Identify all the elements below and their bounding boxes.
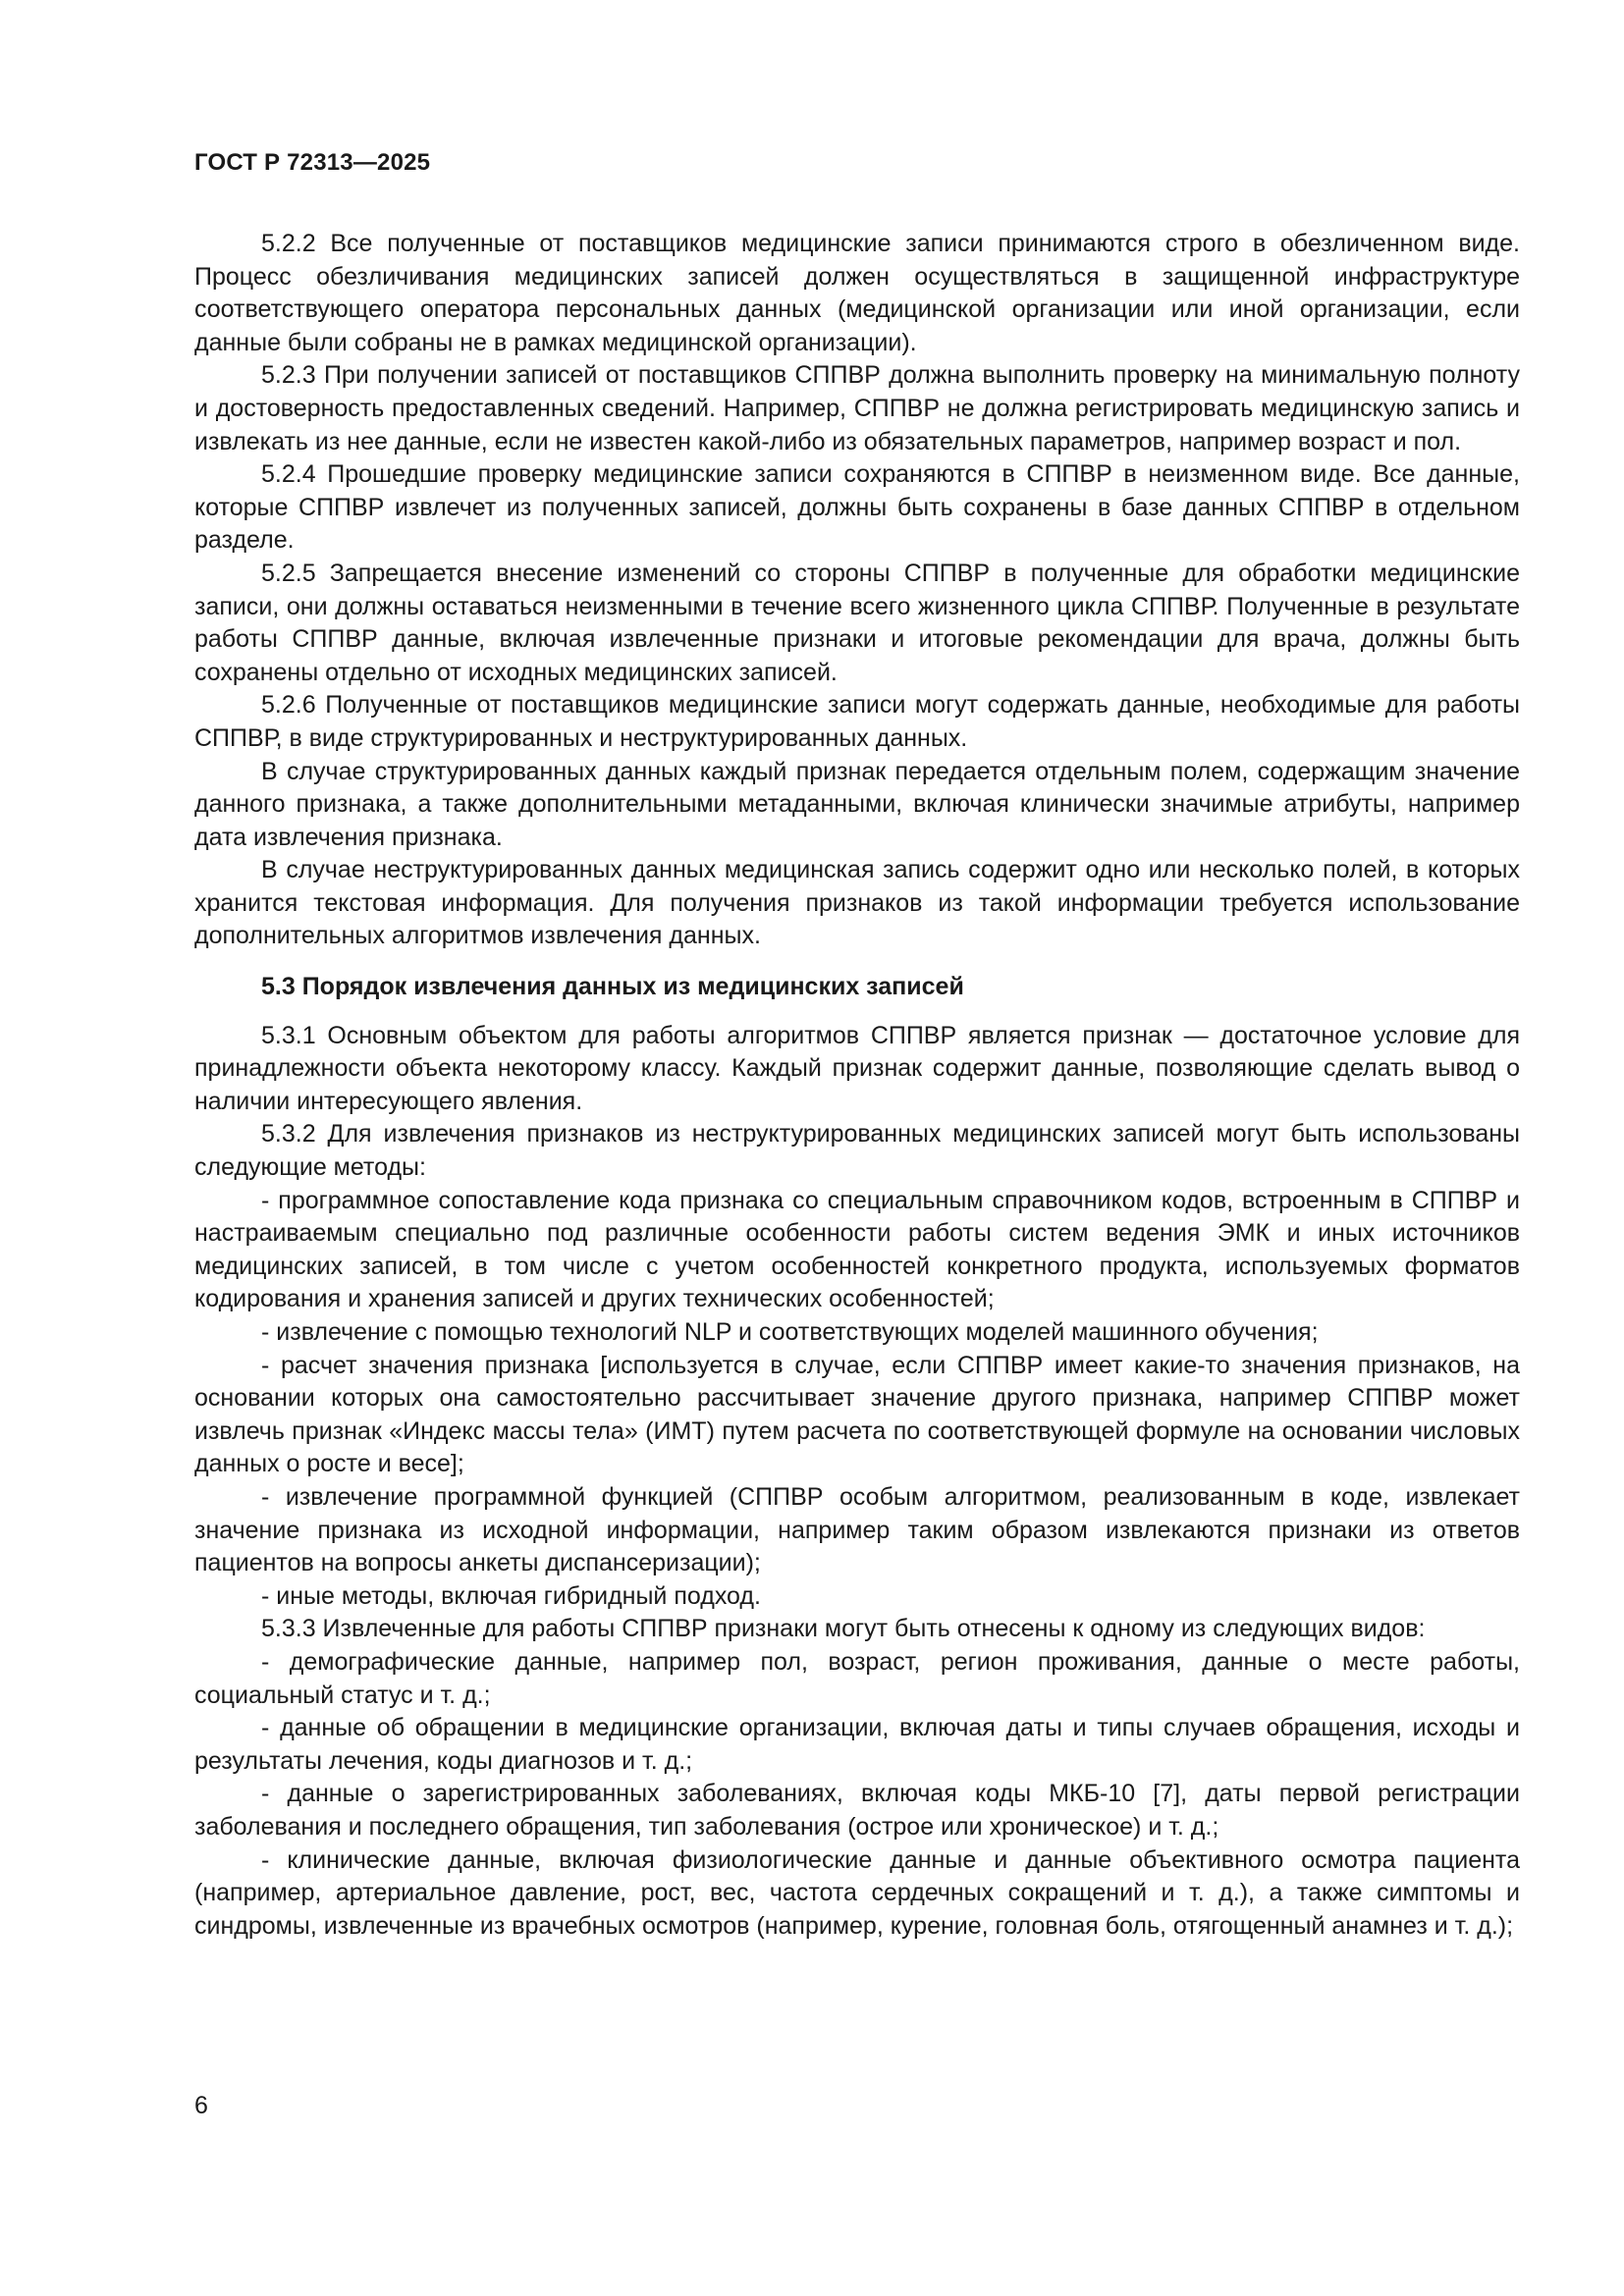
- paragraph-5-2-4: 5.2.4 Прошедшие проверку медицинские записи сохраняются в СППВР в неизменном виде. Все данные, которые СППВР извлечет из полученных записей, должны быть сохранены в базе данных СППВР в отдельном разделе.: [194, 460, 1520, 555]
- list-item: - расчет значения признака [используется в случае, если СППВР имеет какие-то значения признаков, на основании которых она самостоятельно рассчитывает значение другого признака, например СППВР может извлечь признак «Индекс массы тела» (ИМТ) путем расчета по соответствующей формуле на основании числовых данных о росте и весе];: [194, 1351, 1520, 1478]
- paragraph-unstructured-data: В случае неструктурированных данных медицинская запись содержит одно или несколько полей, в которых хранится текстовая информация. Для получения признаков из такой информации требуется использование дополнительных алгоритмов извлечения данных.: [194, 856, 1520, 950]
- document-body: [194, 228, 1520, 1943]
- paragraph-5-3-3: 5.3.3 Извлеченные для работы СППВР признаки могут быть отнесены к одному из следующих видов:: [261, 1615, 1426, 1643]
- paragraph-5-2-5: 5.2.5 Запрещается внесение изменений со стороны СППВР в полученные для обработки медицинские записи, они должны оставаться неизменными в течение всего жизненного цикла СППВР. Полученные в результате работы СППВР данные, включая извлеченные признаки и итоговые рекомендации для врача, должны быть сохранены отдельно от исходных медицинских записей.: [194, 559, 1520, 686]
- paragraph-5-3-1: 5.3.1 Основным объектом для работы алгоритмов СППВР является признак — достаточное условие для принадлежности объекта некоторому классу. Каждый признак содержит данные, позволяющие сделать вывод о наличии интересующего явления.: [194, 1021, 1520, 1115]
- paragraph-5-2-3: 5.2.3 При получении записей от поставщиков СППВР должна выполнить проверку на минимальную полноту и достоверность предоставленных сведений. Например, СППВР не должна регистрировать медицинскую запись и извлекать из нее данные, если не известен какой-либо из обязательных параметров, например возраст и пол.: [194, 361, 1520, 455]
- list-item: - демографические данные, например пол, возраст, регион проживания, данные о месте работы, социальный статус и т. д.;: [194, 1647, 1520, 1709]
- paragraph-5-3-2: 5.3.2 Для извлечения признаков из неструктурированных медицинских записей могут быть использованы следующие методы:: [194, 1120, 1520, 1182]
- paragraph-5-2-6: 5.2.6 Полученные от поставщиков медицинские записи могут содержать данные, необходимые для работы СППВР, в виде структурированных и неструктурированных данных.: [194, 691, 1520, 752]
- section-heading-5-3: 5.3 Порядок извлечения данных из медицинских записей: [261, 973, 964, 1001]
- document-header: ГОСТ Р 72313—2025: [194, 149, 431, 176]
- list-item: - данные об обращении в медицинские организации, включая даты и типы случаев обращения, исходы и результаты лечения, коды диагнозов и т. д.;: [194, 1714, 1520, 1775]
- list-item: - клинические данные, включая физиологические данные и данные объективного осмотра пациента (например, артериальное давление, рост, вес, частота сердечных сокращений и т. д.), а также симптомы и синдромы, извлеченные из врачебных осмотров (например, курение, головная боль, отягощенный анамнез и т. д.);: [194, 1845, 1520, 1940]
- page-number: 6: [194, 2092, 208, 2119]
- list-item: - извлечение программной функцией (СППВР особым алгоритмом, реализованным в коде, извлекает значение признака из исходной информации, например таким образом извлекаются признаки из ответов пациентов на вопросы анкеты диспансеризации);: [194, 1482, 1520, 1577]
- paragraph-structured-data: В случае структурированных данных каждый признак передается отдельным полем, содержащим значение данного признака, а также дополнительными метаданными, включая клинически значимые атрибуты, например дата извлечения признака.: [194, 757, 1520, 851]
- list-item: - иные методы, включая гибридный подход.: [261, 1581, 761, 1610]
- paragraph-5-2-2: 5.2.2 Все полученные от поставщиков медицинские записи принимаются строго в обезличенном виде. Процесс обезличивания медицинских записей должен осуществляться в защищенной инфраструктуре соответствующего оператора персональных данных (медицинской организации или иной организации, если данные были собраны не в рамках медицинской организации).: [194, 230, 1520, 356]
- list-item: - данные о зарегистрированных заболеваниях, включая коды МКБ-10 [7], даты первой регистрации заболевания и последнего обращения, тип заболевания (острое или хроническое) и т. д.;: [194, 1780, 1520, 1841]
- list-item: - извлечение с помощью технологий NLP и соответствующих моделей машинного обучения;: [261, 1318, 1319, 1346]
- list-item: - программное сопоставление кода признака со специальным справочником кодов, встроенным в СППВР и настраиваемым специально под различные особенности работы систем ведения ЭМК и иных источников медицинских записей, в том числе с учетом особенностей конкретного продукта, используемых форматов кодирования и хранения записей и других технических особенностей;: [194, 1186, 1520, 1313]
